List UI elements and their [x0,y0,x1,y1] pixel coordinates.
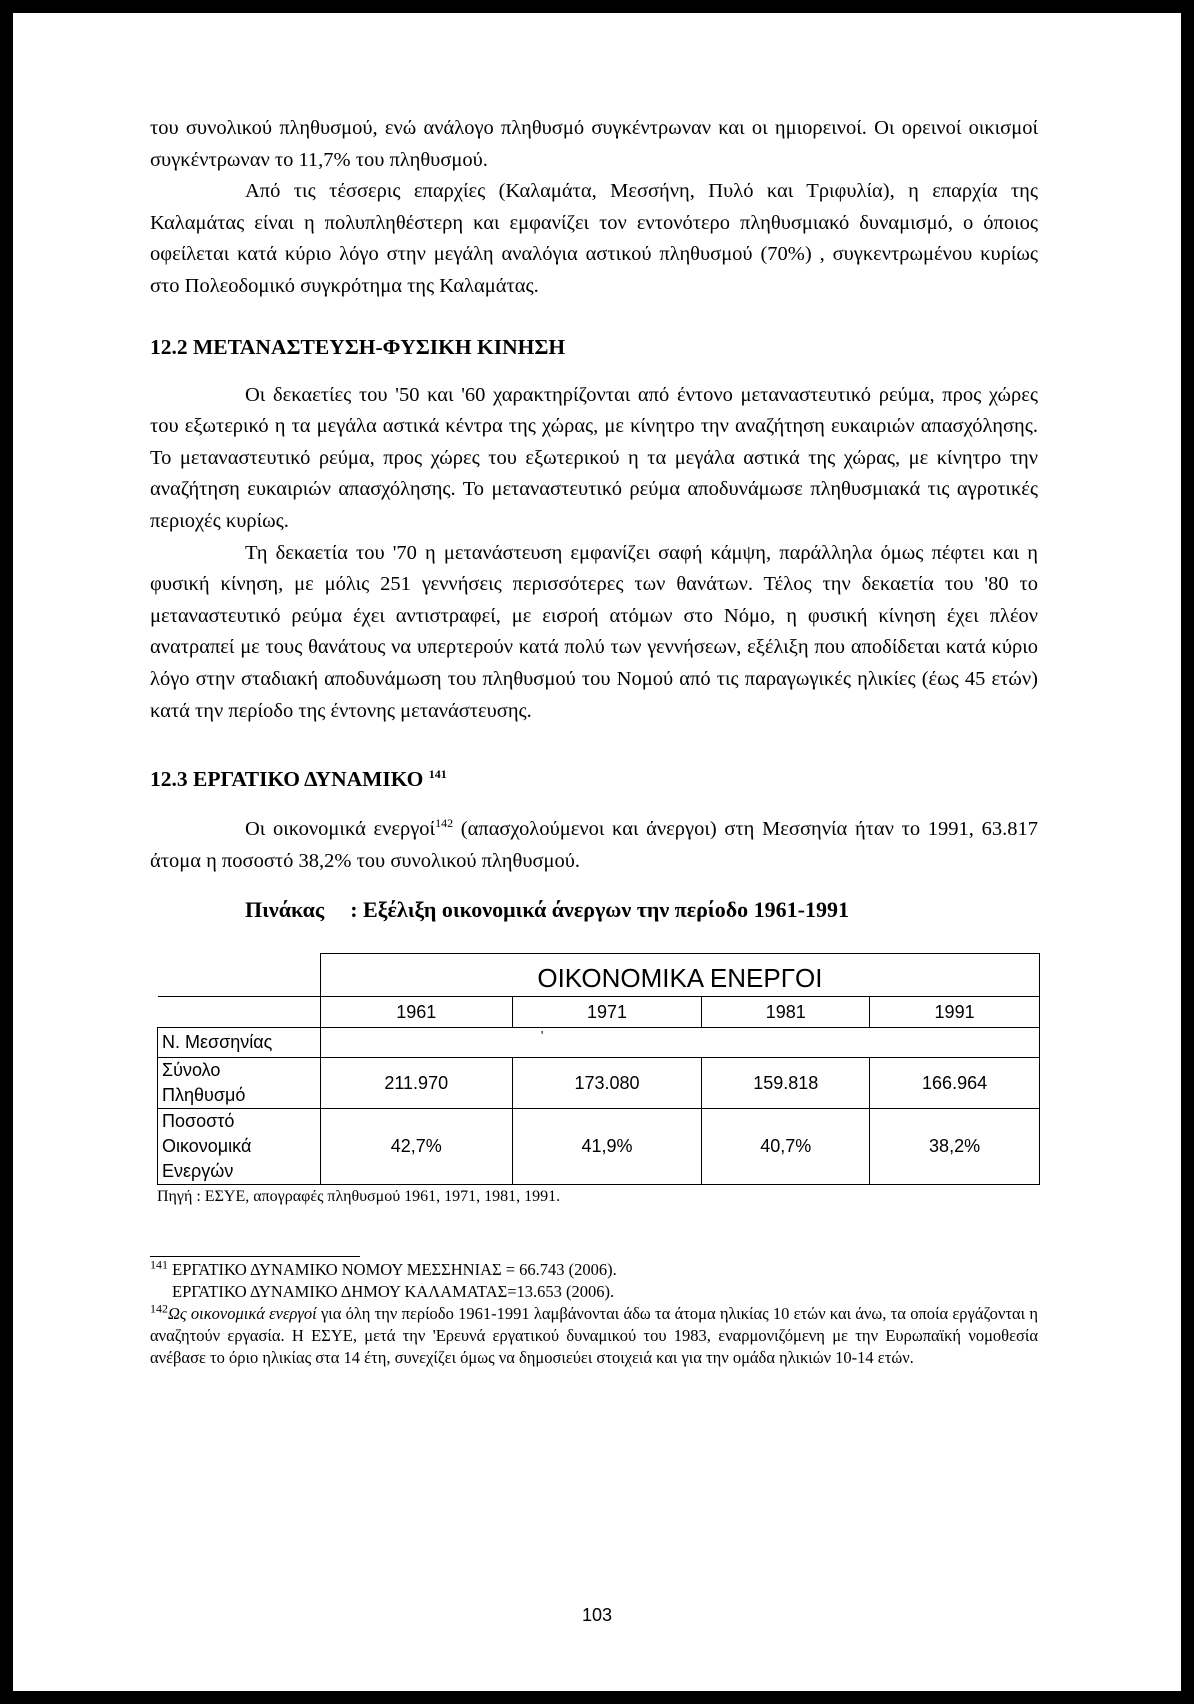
row-label-line: Πληθυσμό [162,1085,246,1106]
section-heading-12-2: 12.2 ΜΕΤΑΝΑΣΤΕΥΣΗ-ΦΥΣΙΚΗ ΚΙΝΗΣΗ [150,334,566,359]
section-12-2-paragraph-2: Τη δεκαετία του '70 η μετανάστευση εμφανίζει σαφή κάμψη, παράλληλα όμως πέφτει και η φυσική κίνηση, με μόλις 251 γεννήσεις περισσότερες των θανάτων. Τέλος την δεκαετία του '80 το μεταναστευτικό ρεύμα έχει αντιστραφεί, με εισροή ατόμων στο Νόμο, η φυσική κίνηση έχει πλέον ανατραπεί με τους θανάτους να υπερτερούν κατά πολύ των γεννήσεων, εξέλιξη που αποδίδεται κατά κύριο λόγο στην σταδιακή αποδυνάμωση του πληθυσμού του Νομού από τις παραγωγικές ηλικίες (έως 45 ετών) κατά την περίοδο της έντονης μετανάστευσης. [150,541,1038,722]
table-cell: 159.818 [702,1058,870,1109]
footnote-142 [150,1303,1038,1369]
table-corner-cell-2 [158,997,321,1028]
footnote-divider [150,1256,360,1257]
intro-paragraph-1: του συνολικού πληθυσμού, ενώ ανάλογο πληθυσμό συγκέντρωναν και οι ημιορεινοί. Οι ορεινοί οικισμοί συγκέντρωναν το 11,7% του πληθυσμού. [150,117,1038,171]
footnote-142-text: για όλη την περίοδο 1961-1991 λαμβάνονται άδω τα άτομα ηλικίας 10 ετών και άνω, τα οποία εργάζονται η αναζητούν εργασία. Η ΕΣΥΕ, μετά την 'Ερευνά εργατικού δυναμικού του 1983, εναρμονιζόμενη με την Ευρωπαϊκή νομοθεσία ανέβασε το όριο ηλικίας στα 14 έτη, συνεχίζει όμως να δημοσιεύει στοιχειά και για την ομάδα ηλικιών 10-14 ετών. [150,1304,1038,1368]
footnote-141-line2: ΕΡΓΑΤΙΚΟ ΔΥΝΑΜΙΚΟ ΔΗΜΟΥ ΚΑΛΑΜΑΤΑΣ=13.653 (2006). [172,1282,615,1302]
intro-paragraph-2: Από τις τέσσερις επαρχίες (Καλαμάτα, Μεσσήνη, Πυλό και Τριφυλία), η επαρχία της Καλαμάτας είναι η πολυπληθέστερη και εμφανίζει τον εντονότερο πληθυσμιακό δυναμισμό, ο όποιος οφείλεται κατά κύριο λόγο στην μεγάλη αναλόγια αστικού πληθυσμού (70%) , συγκεντρωμένου κυρίως στο Πολεοδομικό συγκρότημα της Καλαμάτας. [150,180,1038,297]
section-12-3-text-b: (απασχολούμενοι και άνεργοι) στη Μεσσηνία ήταν το 1991, 63.817 άτομα η ποσοστό 38,2% του συνολικού πληθυσμού. [150,818,1039,872]
section-heading-12-3-text: 12.3 ΕΡΓΑΤΙΚΟ ΔΥΝΑΜΙΚΟ [150,767,424,792]
table-row [158,1058,1040,1109]
table-cell: 211.970 [320,1058,512,1109]
table-corner-cell [158,954,321,997]
economically-active-table [157,953,1040,1185]
footnote-mark-142: 142 [150,1301,168,1316]
row-label-line: Οικονομικά [162,1136,252,1157]
row-label-line: Ενεργών [162,1161,234,1182]
document-page [13,13,1181,1691]
footnote-141-line1: ΕΡΓΑΤΙΚΟ ΔΥΝΑΜΙΚΟ ΝΟΜΟΥ ΜΕΣΣΗΝΙΑΣ = 66.743 (2006). [172,1260,617,1280]
row-label-line: Σύνολο [162,1060,221,1081]
footnote-ref-141: 141 [428,766,447,781]
table-cell: 173.080 [512,1058,702,1109]
year-header-1961: 1961 [320,997,512,1028]
page-content [150,113,1038,1369]
table-cell: 166.964 [870,1058,1040,1109]
footnote-141 [150,1259,1038,1303]
year-header-1981: 1981 [702,997,870,1028]
table-title: ΟΙΚΟΝΟΜΙΚΑ ΕΝΕΡΓΟΙ [320,954,1039,997]
table-cell: 42,7% [320,1109,512,1185]
table-caption-label: Πινάκας [245,897,325,923]
section-12-3-text-a: Οι οικονομικά ενεργοί [245,818,436,841]
stray-mark: ' [320,1028,1039,1058]
section-12-3-paragraph [150,814,1038,877]
footnote-ref-142: 142 [435,816,454,831]
year-header-1991: 1991 [870,997,1040,1028]
row-label-total-population [158,1058,321,1109]
row-label-line: Ποσοστό [162,1111,235,1132]
page-number: 103 [581,1605,613,1625]
section-heading-12-3 [150,767,1038,792]
table-cell: 41,9% [512,1109,702,1185]
table-cell: 40,7% [702,1109,870,1185]
table-cell: 38,2% [870,1109,1040,1185]
table-caption-text: : Εξέλιξη οικονομικά άνεργων την περίοδο 1961-1991 [350,897,849,923]
row-label-active-percentage [158,1109,321,1185]
region-label: Ν. Μεσσηνίας [158,1028,321,1058]
year-header-1971: 1971 [512,997,702,1028]
table-source: Πηγή : ΕΣΥΕ, απογραφές πληθυσμού 1961, 1971, 1981, 1991. [157,1188,561,1206]
table-row [158,1109,1040,1185]
section-12-2-paragraph-1: Οι δεκαετίες του '50 και '60 χαρακτηρίζονται από έντονο μεταναστευτικό ρεύμα, προς χώρες του εξωτερικό η τα μεγάλα αστικά κέντρα της χώρας, με κίνητρο την αναζήτηση ευκαιριών απασχόλησης. Το μεταναστευτικό ρεύμα, προς χώρες του εξωτερικού η τα μεγάλα αστικά της χώρας, με κίνητρο την αναζήτηση ευκαιριών απασχόλησης. Το μεταναστευτικό ρεύμα αποδυνάμωσε πληθυσμιακά τις αγροτικές περιοχές κυρίως. [150,383,1038,532]
footnote-mark-141: 141 [150,1257,168,1272]
table-caption [245,897,1038,923]
footnote-142-italic: Ως οικονομικά ενεργοί [168,1304,317,1324]
